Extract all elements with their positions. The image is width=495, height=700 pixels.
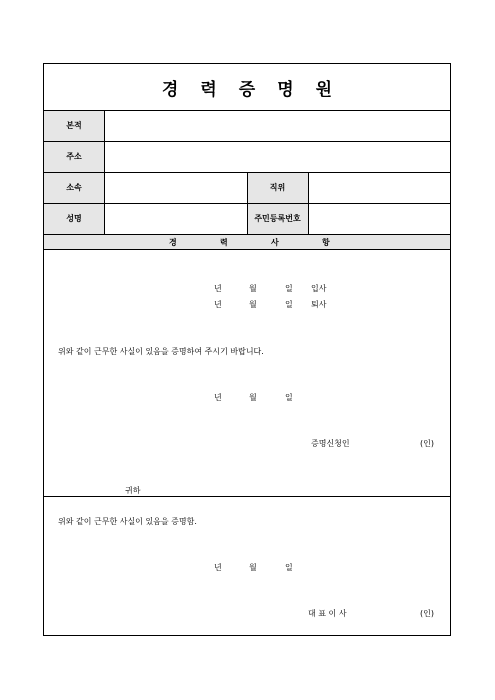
section-char: 사 <box>271 238 279 247</box>
section-header-bg <box>44 234 450 249</box>
document-title <box>44 64 450 110</box>
section-char: 항 <box>322 238 330 247</box>
issue-day-label: 일 <box>285 563 293 572</box>
department-field[interactable] <box>105 173 247 203</box>
leave-label: 퇴사 <box>311 300 327 309</box>
join-day-label: 일 <box>285 284 293 293</box>
issue-month-label: 월 <box>249 563 257 572</box>
label-resident-number: 주민등록번호 <box>254 214 301 223</box>
resident-number-field[interactable] <box>309 204 450 234</box>
section-char: 경 <box>169 238 177 247</box>
addressee-label: 귀하 <box>125 486 141 495</box>
divider <box>44 249 450 250</box>
label-position: 직위 <box>269 183 286 192</box>
address-field[interactable] <box>105 142 450 172</box>
divider <box>44 496 450 497</box>
join-month-label: 월 <box>249 284 257 293</box>
label-department: 소속 <box>66 183 82 192</box>
divider <box>44 234 450 235</box>
leave-day-label: 일 <box>285 300 293 309</box>
join-year-label: 년 <box>214 284 222 293</box>
certificate-form <box>43 63 451 636</box>
applicant-label: 증명신청인 <box>311 439 350 448</box>
label-bonjeok: 본적 <box>66 121 82 130</box>
issue-year-label: 년 <box>214 563 222 572</box>
seal-mark-ceo: (인) <box>420 609 434 618</box>
leave-year-label: 년 <box>214 300 222 309</box>
join-label: 입사 <box>311 284 327 293</box>
ceo-label: 대 표 이 사 <box>308 609 347 618</box>
label-name: 성명 <box>66 214 82 223</box>
bonjeok-field[interactable] <box>105 111 450 141</box>
leave-month-label: 월 <box>249 300 257 309</box>
title-char: 력 <box>200 79 217 100</box>
request-text: 위와 같이 근무한 사실이 있음을 증명하여 주시기 바랍니다. <box>58 347 264 356</box>
certify-text: 위와 같이 근무한 사실이 있음을 증명함. <box>58 517 197 526</box>
label-address: 주소 <box>66 152 82 161</box>
date-year-label: 년 <box>214 393 222 402</box>
seal-mark: (인) <box>420 439 434 448</box>
section-char: 력 <box>220 238 228 247</box>
title-char: 명 <box>277 79 294 100</box>
title-char: 원 <box>315 79 333 100</box>
date-day-label: 일 <box>285 393 293 402</box>
position-field[interactable] <box>309 173 450 203</box>
date-month-label: 월 <box>249 393 257 402</box>
title-char: 경 <box>161 79 179 100</box>
name-field[interactable] <box>105 204 247 234</box>
title-char: 증 <box>238 79 256 100</box>
